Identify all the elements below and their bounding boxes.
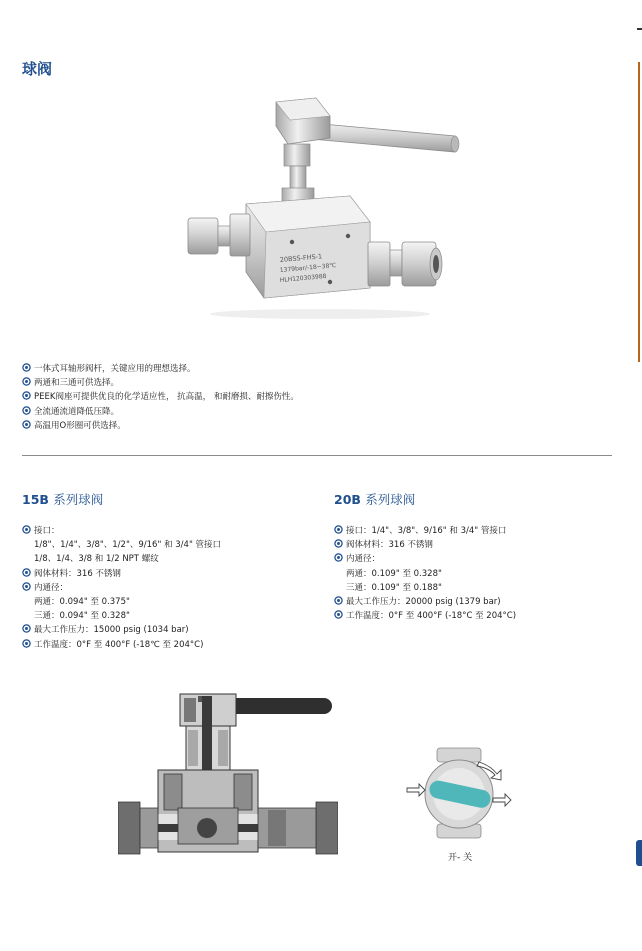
spec-row bbox=[334, 524, 516, 538]
valve-marking-1: 20BSS-FHS-1 bbox=[279, 252, 323, 264]
spec-text: 阀体材料：316 不锈钢 bbox=[34, 568, 121, 579]
feature-text: 高温用O形圈可供选择。 bbox=[34, 420, 126, 431]
feature-text: 两通和三通可供选择。 bbox=[34, 378, 120, 389]
bullet-icon bbox=[334, 610, 343, 619]
spec-text: 接口： bbox=[34, 526, 60, 536]
spec-text: 最大工作压力：20000 psig (1379 bar) bbox=[346, 597, 501, 608]
bullet-icon bbox=[22, 420, 31, 429]
valve-cutaway-drawing bbox=[118, 690, 338, 862]
spec-text: 阀体材料：316 不锈钢 bbox=[346, 540, 433, 551]
bullet-icon bbox=[22, 391, 31, 400]
feature-item bbox=[22, 362, 299, 376]
series-20b-code: 20B bbox=[334, 492, 361, 507]
spec-text: 1/8"、1/4"、3/8"、1/2"、9/16" 和 3/4" 管接口 bbox=[34, 540, 222, 551]
spec-row bbox=[22, 524, 221, 538]
bullet-icon bbox=[22, 525, 31, 534]
ball-valve-product-image bbox=[180, 92, 470, 322]
series-20b-specs bbox=[334, 524, 516, 623]
spec-text: 工作温度：0°F 至 400°F (-18℃ 至 204°C) bbox=[34, 639, 204, 650]
spec-text: 内通径： bbox=[34, 582, 69, 593]
ball-diagram-caption: 开- 关 bbox=[448, 853, 473, 863]
bullet-icon bbox=[22, 377, 31, 386]
spec-text: 内通径： bbox=[346, 554, 381, 565]
spec-row bbox=[334, 538, 516, 552]
spec-row bbox=[334, 609, 516, 623]
feature-item bbox=[22, 390, 299, 404]
edge-mark bbox=[637, 28, 642, 30]
spec-row bbox=[22, 552, 221, 566]
feature-item bbox=[22, 376, 299, 390]
spec-row bbox=[334, 581, 516, 595]
bullet-icon bbox=[22, 406, 31, 415]
flow-in-arrow-icon bbox=[407, 784, 425, 796]
ball-open-close-diagram bbox=[405, 744, 515, 844]
spec-text: 工作温度：0°F 至 400°F (-18°C 至 204°C) bbox=[346, 611, 517, 622]
series-15b-title bbox=[22, 490, 103, 508]
spec-row bbox=[22, 567, 221, 581]
series-20b-title bbox=[334, 490, 415, 508]
valve-marking-3: HLH120303988 bbox=[279, 272, 327, 284]
bullet-icon bbox=[22, 624, 31, 633]
spec-row bbox=[22, 623, 221, 637]
bullet-icon bbox=[22, 363, 31, 372]
series-15b-code: 15B bbox=[22, 492, 49, 507]
spec-row bbox=[22, 638, 221, 652]
series-15b-name: 系列球阀 bbox=[53, 492, 104, 507]
spec-text: 三通：0.094" 至 0.328" bbox=[34, 611, 130, 622]
spec-row bbox=[334, 552, 516, 566]
spec-row bbox=[22, 581, 221, 595]
spec-text: 三通：0.109" 至 0.188" bbox=[346, 582, 442, 593]
bullet-icon bbox=[334, 553, 343, 562]
flow-out-arrow-icon bbox=[493, 794, 511, 806]
spec-text: 接口：1/4"、3/8"、9/16" 和 3/4" 管接口 bbox=[346, 526, 507, 536]
feature-item bbox=[22, 405, 299, 419]
section-divider bbox=[22, 455, 612, 456]
bullet-icon bbox=[22, 568, 31, 577]
spec-text: 两通：0.094" 至 0.375" bbox=[34, 597, 130, 608]
page-title: 球阀 bbox=[22, 60, 53, 78]
page-tab-marker bbox=[636, 840, 642, 866]
spec-text: 两通：0.109" 至 0.328" bbox=[346, 568, 442, 579]
bullet-icon bbox=[22, 582, 31, 591]
spec-row bbox=[22, 609, 221, 623]
bullet-icon bbox=[334, 525, 343, 534]
bullet-icon bbox=[334, 596, 343, 605]
feature-text: 全流通流道降低压降。 bbox=[34, 406, 120, 417]
series-20b-name: 系列球阀 bbox=[365, 492, 416, 507]
spec-row bbox=[22, 538, 221, 552]
spec-row bbox=[22, 595, 221, 609]
spec-text: 1/8、1/4、3/8 和 1/2 NPT 螺纹 bbox=[34, 554, 159, 565]
feature-text: 一体式耳轴形阀杆，关键应用的理想选择。 bbox=[34, 364, 196, 374]
spec-row bbox=[334, 595, 516, 609]
feature-item bbox=[22, 419, 299, 433]
feature-list bbox=[22, 362, 299, 433]
feature-text: PEEK阀座可提供优良的化学适应性， 抗高温， 和耐磨损、耐擦伤性。 bbox=[34, 392, 299, 403]
bullet-icon bbox=[22, 639, 31, 648]
spec-text: 最大工作压力：15000 psig (1034 bar) bbox=[34, 625, 189, 636]
bullet-icon bbox=[334, 539, 343, 548]
accent-bar bbox=[638, 62, 640, 362]
spec-row bbox=[334, 567, 516, 581]
series-15b-specs bbox=[22, 524, 221, 652]
valve-marking-2: 1379bar/-18~38℃ bbox=[279, 262, 337, 274]
